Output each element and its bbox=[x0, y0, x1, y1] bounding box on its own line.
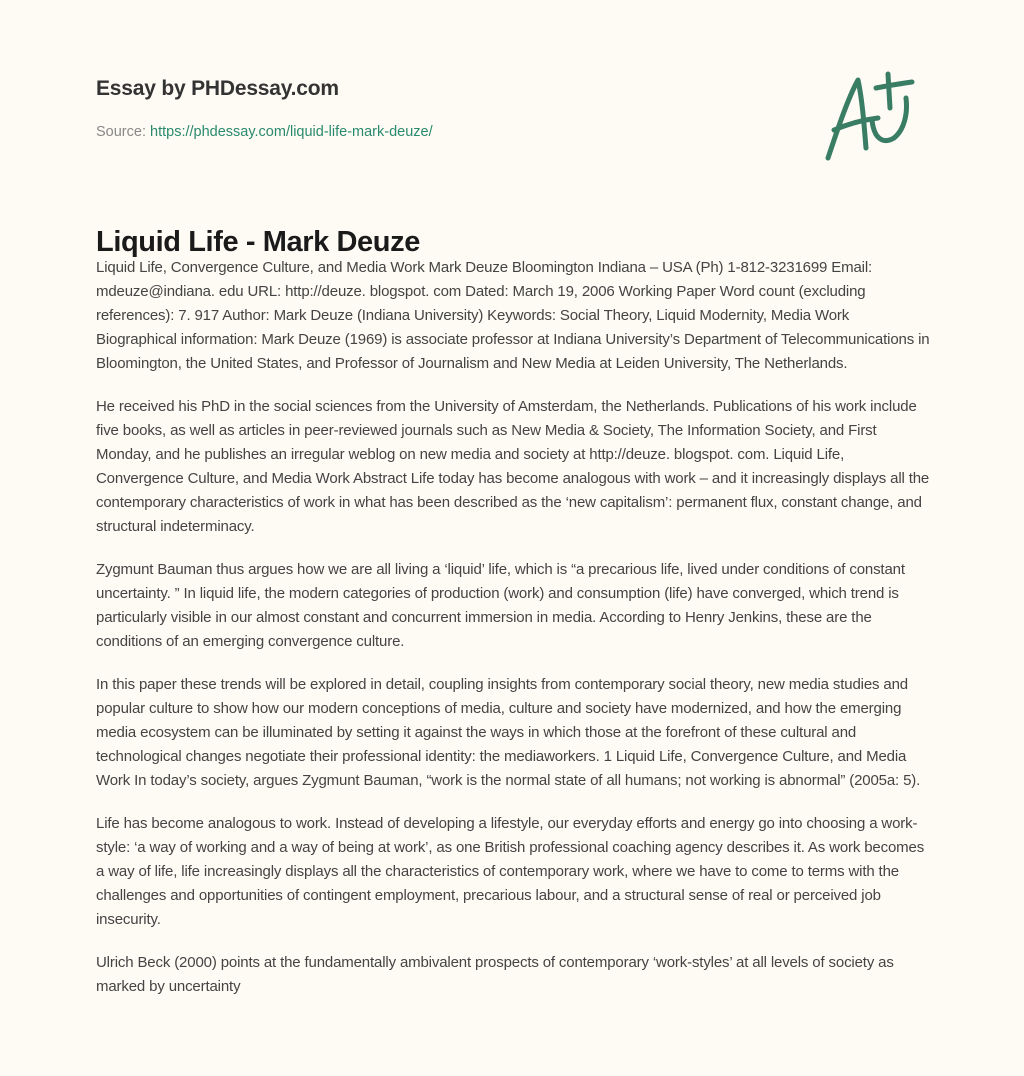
paragraph: Life has become analogous to work. Instead of developing a lifestyle, our everyday efforts and energy go into choosing a work-style: ‘a way of working and a way of being at work’, as one British professional coaching agency describes it. As work becomes a way of life, life increasingly displays all the characteristics of contemporary work, where we have to come to terms with the challenges and opportunities of contingent employment, precarious labour, and a structural sense of real or perceived job insecurity. bbox=[96, 815, 925, 928]
a-plus-logo-icon bbox=[820, 68, 930, 168]
source-link[interactable]: https://phdessay.com/liquid-life-mark-deuze/ bbox=[150, 124, 433, 140]
site-brand: Essay by PHDessay.com bbox=[96, 77, 339, 100]
paragraph: In this paper these trends will be explored in detail, coupling insights from contemporary social theory, new media studies and popular culture to show how our modern conceptions of media, culture and society have modernized, and how the emerging media ecosystem can be illuminated by setting it against the ways in which those at the forefront of these cultural and technological changes negotiate their professional identity: the mediaworkers. 1 Liquid Life, Convergence Culture, and Media Work In today’s society, argues Zygmunt Bauman, “work is the normal state of all humans; not working is abnormal” (2005a: 5). bbox=[96, 676, 921, 789]
source-line bbox=[96, 124, 433, 140]
essay-body bbox=[96, 256, 932, 1018]
essay-title: Liquid Life - Mark Deuze bbox=[96, 226, 420, 258]
paragraph: Liquid Life, Convergence Culture, and Media Work Mark Deuze Bloomington Indiana – USA (Ph) 1-812-3231699 Email: mdeuze@indiana. edu URL: http://deuze. blogspot. com Dated: March 19, 2006 Working Paper Word count (excluding references): 7. 917 Author: Mark Deuze (Indiana University) Keywords: Social Theory, Liquid Modernity, Media Work Biographical information: Mark Deuze (1969) is associate professor at Indiana University’s Department of Telecommunications in Bloomington, the United States, and Professor of Journalism and New Media at Leiden University, The Netherlands. bbox=[96, 259, 930, 372]
source-label: Source: bbox=[96, 124, 146, 140]
paragraph: He received his PhD in the social sciences from the University of Amsterdam, the Netherlands. Publications of his work include five books, as well as articles in peer-reviewed journals such as New Media & Society, The Information Society, and First Monday, and he publishes an irregular weblog on new media and society at http://deuze. blogspot. com. Liquid Life, Convergence Culture, and Media Work Abstract Life today has become analogous with work – and it increasingly displays all the contemporary characteristics of work in what has been described as the ‘new capitalism’: permanent flux, constant change, and structural indeterminacy. bbox=[96, 398, 930, 535]
paragraph: Zygmunt Bauman thus argues how we are all living a ‘liquid’ life, which is “a precarious life, lived under conditions of constant uncertainty. ” In liquid life, the modern categories of production (work) and consumption (life) have converged, which trend is particularly visible in our almost constant and concurrent immersion in media. According to Henry Jenkins, these are the conditions of an emerging convergence culture. bbox=[96, 561, 905, 650]
paragraph: Ulrich Beck (2000) points at the fundamentally ambivalent prospects of contemporary ‘work-styles’ at all levels of society as marked by uncertainty bbox=[96, 954, 894, 995]
